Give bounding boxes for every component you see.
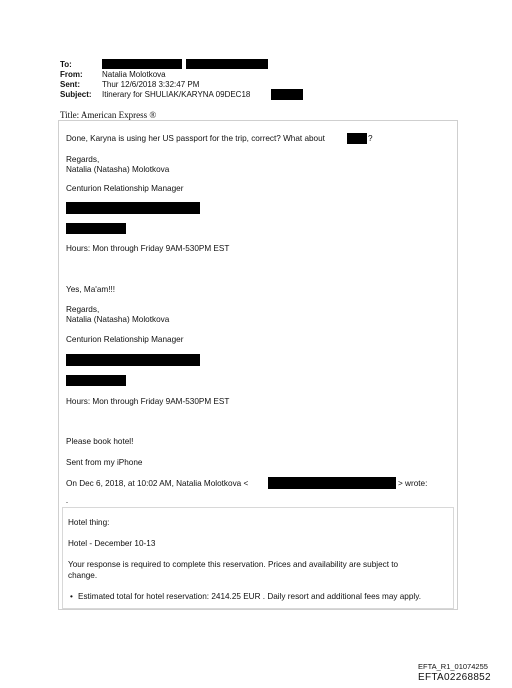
bates-number-2: EFTA02268852 xyxy=(418,672,491,683)
redaction-signature-2a xyxy=(66,354,200,366)
message2-reply: Yes, Ma'am!!! xyxy=(66,285,116,294)
hotel-estimate: Estimated total for hotel reservation: 2414.25 EUR . Daily resort and additional fees may apply. xyxy=(78,592,421,601)
message3-quote-suffix: > wrote: xyxy=(398,479,428,488)
message1-regards: Regards, xyxy=(66,155,100,164)
redaction-signature-1a xyxy=(66,202,200,214)
message2-role: Centurion Relationship Manager xyxy=(66,335,184,344)
hotel-dates: Hotel - December 10-13 xyxy=(68,539,156,548)
redaction-signature-2b xyxy=(66,375,126,386)
hotel-notice-line1: Your response is required to complete this reservation. Prices and availability are subject to xyxy=(68,560,399,569)
message2-hours: Hours: Mon through Friday 9AM-530PM EST xyxy=(66,397,230,406)
message3-sent-from: Sent from my iPhone xyxy=(66,458,143,467)
bates-number-1: EFTA_R1_01074255 xyxy=(418,662,488,671)
message3-dash: - xyxy=(66,500,68,506)
hotel-notice-line2: change. xyxy=(68,571,98,580)
from-label: From: xyxy=(60,70,83,79)
message2-regards: Regards, xyxy=(66,305,100,314)
hotel-thing: Hotel thing: xyxy=(68,518,110,527)
sent-label: Sent: xyxy=(60,80,80,89)
hotel-bullet: • xyxy=(70,592,73,601)
redaction-quote-email xyxy=(268,477,396,489)
message1-question-suffix: ? xyxy=(368,134,373,143)
redaction-question xyxy=(347,133,367,144)
from-value: Natalia Molotkova xyxy=(102,70,166,79)
message1-hours: Hours: Mon through Friday 9AM-530PM EST xyxy=(66,244,230,253)
title-line: Title: American Express ® xyxy=(60,110,157,120)
redaction-signature-1b xyxy=(66,223,126,234)
redaction-subject xyxy=(271,89,303,100)
subject-value: Itinerary for SHULIAK/KARYNA 09DEC18 xyxy=(102,90,251,99)
redaction-to-1 xyxy=(102,59,182,69)
redaction-to-2 xyxy=(186,59,268,69)
message1-question: Done, Karyna is using her US passport for the trip, correct? What about xyxy=(66,134,325,143)
sent-value: Thur 12/6/2018 3:32:47 PM xyxy=(102,80,200,89)
message3-request: Please book hotel! xyxy=(66,437,134,446)
message1-role: Centurion Relationship Manager xyxy=(66,184,184,193)
to-label: To: xyxy=(60,60,72,69)
subject-label: Subject: xyxy=(60,90,92,99)
message1-name: Natalia (Natasha) Molotkova xyxy=(66,165,170,174)
message3-quote-prefix: On Dec 6, 2018, at 10:02 AM, Natalia Molotkova < xyxy=(66,479,249,488)
message2-name: Natalia (Natasha) Molotkova xyxy=(66,315,170,324)
